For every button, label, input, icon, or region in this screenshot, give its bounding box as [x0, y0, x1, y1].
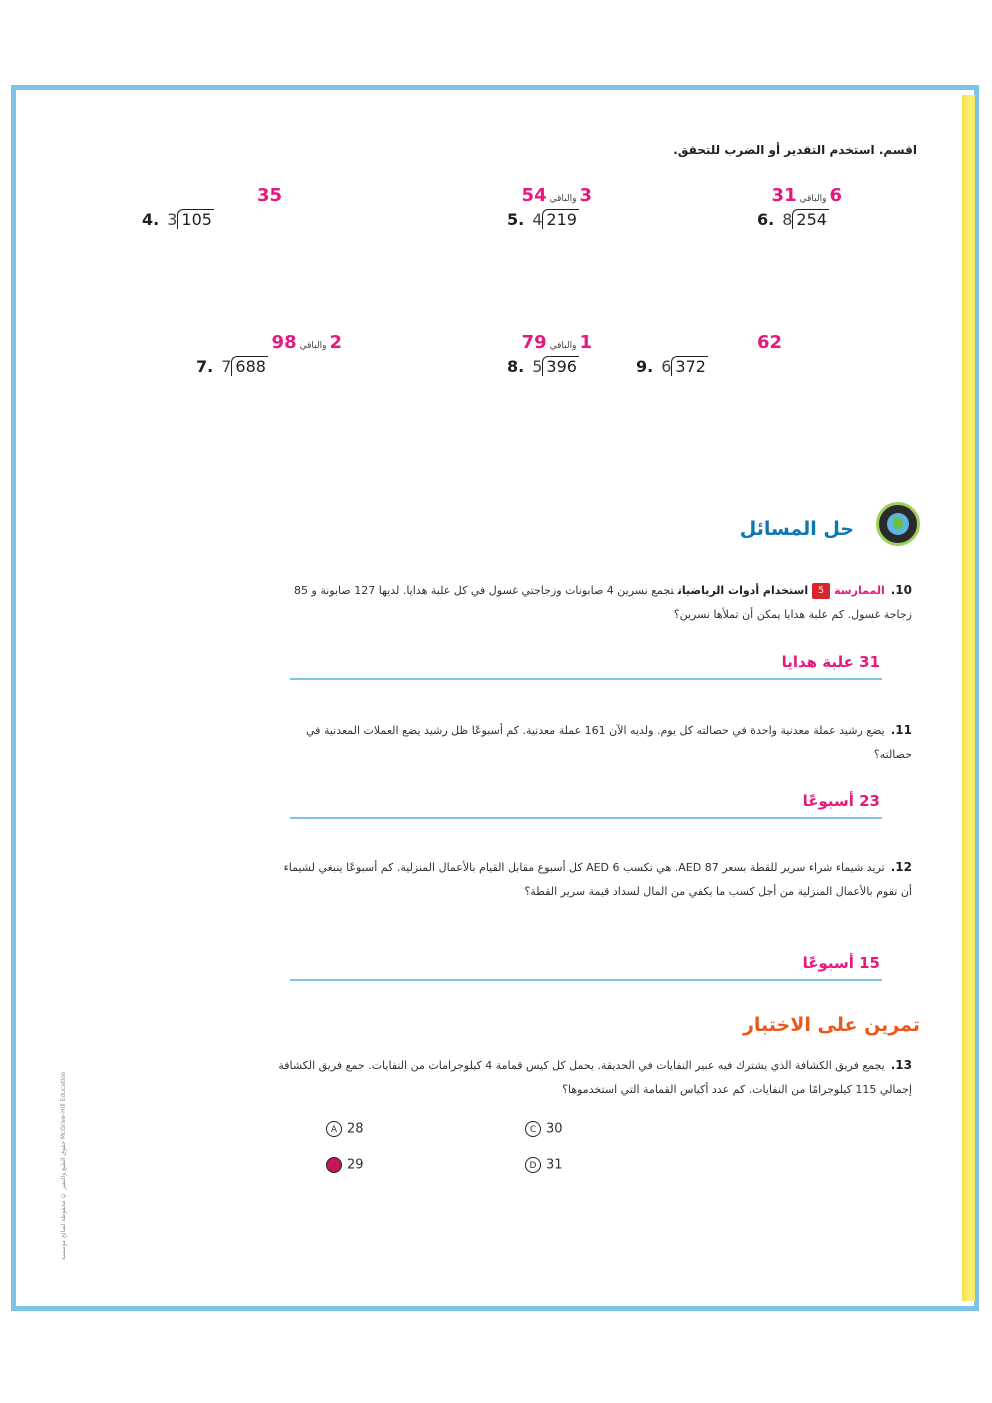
problem-number: 12. [890, 860, 912, 874]
answer-line [290, 678, 882, 680]
choice-b[interactable] [326, 1157, 364, 1173]
globe-icon [876, 502, 920, 546]
choice-a[interactable] [326, 1121, 364, 1137]
divisor: 3 [167, 210, 178, 229]
choice-d[interactable] [525, 1157, 563, 1173]
choice-c[interactable] [525, 1121, 563, 1137]
answer-line [290, 979, 882, 981]
problem-13 [272, 1053, 912, 1102]
problem-10 [272, 578, 912, 627]
division-problem-7 [196, 332, 342, 380]
page-frame [11, 85, 979, 1311]
divisor: 4 [532, 210, 543, 229]
divisor: 8 [782, 210, 793, 229]
problem-number: 11. [890, 723, 912, 737]
problem-number: 6. [757, 210, 775, 229]
remainder-label: والباقي [549, 194, 577, 204]
quotient: 35 [256, 185, 282, 206]
dividend: 254 [792, 209, 829, 229]
remainder-label: والباقي [799, 194, 827, 204]
problem-number: 13. [890, 1058, 912, 1072]
answer-line [290, 817, 882, 819]
divisor: 5 [532, 357, 543, 376]
quotient: 62 [756, 332, 782, 353]
division-problem-5 [452, 185, 592, 233]
copyright-note: حقوق الطبع والنشر © محفوظة لصالح مؤسسة McGraw-Hill Education [60, 1071, 67, 1260]
choice-value: 31 [546, 1157, 563, 1173]
problem-11 [272, 718, 912, 767]
remainder-label: والباقي [549, 341, 577, 351]
dividend: 219 [542, 209, 579, 229]
problem-number: 5. [507, 210, 525, 229]
dividend: 105 [177, 209, 214, 229]
choice-value: 29 [347, 1157, 364, 1173]
test-practice-title: تمرين على الاختبار [742, 1014, 920, 1036]
division-problem-9 [636, 332, 782, 380]
remainder: 6 [829, 185, 842, 206]
side-color-band [962, 95, 975, 1301]
problem-number: 8. [507, 357, 525, 376]
division-problem-6 [702, 185, 842, 233]
section-title: حل المسائل [739, 518, 854, 540]
problem-text: يجمع فريق الكشافة الذي يشترك فيه عبير النفايات في الحديقة. يحمل كل كيس قمامة 4 كيلوجرامات من النفايات. جمع فريق الكشافة إجمالي 115 كيلوجرامًا من النفايات. كم عدد أكياس القمامة التي استخدموها؟ [278, 1059, 912, 1096]
quotient: 98 [271, 332, 297, 353]
answer-10: 31 علبة هدايا [781, 653, 880, 671]
remainder: 3 [579, 185, 592, 206]
choice-bubble[interactable]: A [326, 1121, 342, 1137]
dividend: 372 [671, 356, 708, 376]
dividend: 688 [231, 356, 268, 376]
problem-number: 9. [636, 357, 654, 376]
problem-number: 4. [142, 210, 160, 229]
problem-number: 7. [196, 357, 214, 376]
choice-bubble[interactable]: C [525, 1121, 541, 1137]
practice-badge: 5 [812, 583, 830, 599]
problem-number: 10. [890, 583, 912, 597]
quotient: 79 [521, 332, 547, 353]
divisor: 6 [661, 357, 672, 376]
choice-value: 28 [347, 1121, 364, 1137]
remainder: 1 [579, 332, 592, 353]
division-problem-8 [452, 332, 592, 380]
instruction-text: اقسم. استخدم التقدير أو الضرب للتحقق. [673, 143, 917, 157]
problem-text: يضع رشيد عملة معدنية واحدة في حصالته كل يوم. ولديه الآن 161 عملة معدنية. كم أسبوعًا ظل رشيد يضع العملات المعدنية في حصالته؟ [306, 724, 912, 761]
remainder-label: والباقي [299, 341, 327, 351]
quotient: 31 [771, 185, 797, 206]
problem-text: تريد شيماء شراء سرير للقطة بسعر 87 AED. هي تكسب 6 AED كل أسبوع مقابل القيام بالأعمال المنزلية. كم أسبوعًا ينبغي لشيماء أن تقوم بالأعمال المنزلية من أجل كسب ما يكفي من المال لسداد قيمة سرير القطة؟ [283, 861, 912, 898]
dividend: 396 [542, 356, 579, 376]
practice-label: الممارسة [834, 584, 885, 597]
answer-11: 23 أسبوعًا [802, 792, 880, 810]
tool-label: استخدام أدوات الرياضيات [677, 584, 809, 597]
divisor: 7 [221, 357, 232, 376]
quotient: 54 [521, 185, 547, 206]
remainder: 2 [329, 332, 342, 353]
division-problem-4 [142, 185, 282, 233]
answer-12: 15 أسبوعًا [802, 954, 880, 972]
choice-bubble-selected[interactable]: B [326, 1157, 342, 1173]
problem-text: تجمع نسرين 4 صابونات وزجاجتي غسول في كل علبة هدايا. لديها 127 صابونة و 85 زجاجة غسول. كم علبة هدايا يمكن أن تملأها نسرين؟ [294, 584, 912, 621]
choice-value: 30 [546, 1121, 563, 1137]
problem-12 [272, 855, 912, 904]
choice-bubble[interactable]: D [525, 1157, 541, 1173]
